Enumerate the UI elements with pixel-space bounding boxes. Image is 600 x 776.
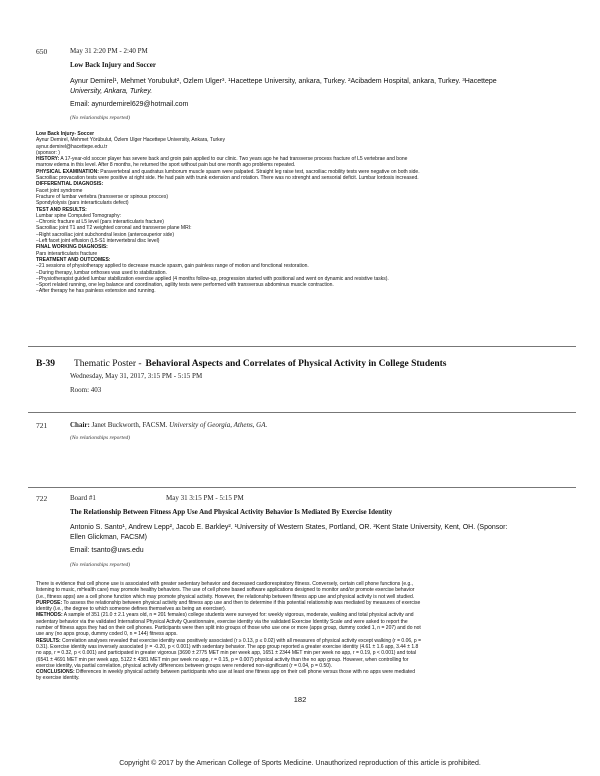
body-text: Sacroiliac joint T1 and T2 weighted coronal and transverse plane MRI: — [36, 225, 192, 232]
body-text: (i.e., fitness apps) are a cell phone function which may promote physical activity. However, the relationship between fitness app use and physical activity is not well studied. — [36, 593, 415, 600]
body-text: −During therapy, lumbar orthoses was used to stabilization. — [36, 269, 167, 276]
body-text: Facet joint syndrome — [36, 187, 83, 194]
body-text: To assess the relationship between physical activity and fitness app use and then to determine if this potential relationship was mediated by measures of exercise — [62, 599, 421, 606]
body-text: Sacroiliac provacation tests were positive at right side. He had pain with trunk extension and rotation. There was no strenght and sensorial deficit. Lumbar lordosis increased. — [36, 175, 419, 182]
disclosure-note: (No relationships reported) — [70, 435, 131, 441]
body-text: −After therapy he has painless extension and running. — [36, 288, 156, 295]
body-text: listening to music, mHealth care) may promote healthy behaviors. The use of cell phone based software applications designed to monitor and/or promote exercise behavior — [36, 587, 415, 594]
body-text: use any (no apps group, dummy coded 0, n = 144) fitness apps. — [36, 631, 178, 638]
abstract-number: 721 — [36, 421, 48, 430]
body-text: 0.31). Exercise identity was inversely associated (r = -0.20, p < 0.001) with sedentary behavior. The app group reported a greater exercise identity (4.61 ± 1.6 app, 3.44 ± 1.8 — [36, 643, 419, 650]
copyright-footer: Copyright © 2017 by the American College of Sports Medicine. Unauthorized reproduction of this article is prohibited. — [119, 760, 481, 767]
section-divider — [28, 487, 576, 488]
chair-line — [70, 421, 267, 429]
page-number: 182 — [293, 695, 307, 704]
author-email: Email: aynurdemirel629@hotmail.com — [70, 101, 189, 108]
author-email: Email: tsanto@uws.edu — [70, 547, 144, 554]
session-code: B-39 — [36, 359, 55, 369]
chair-label: Chair: — [70, 421, 90, 429]
body-text: number of fitness apps they had on their cell phones. Participants were then split into groups of those who use one or more (apps group, dummy coded 1, n = 207) and do not — [36, 625, 421, 632]
section-divider — [28, 346, 576, 347]
abstract-body — [36, 131, 576, 295]
body-text: (6541 ± 4691 MET min per week app, 5122 ± 4381 MET min per week no app, r = 0.15, p = 0.007) physical activity than the no app group. However, when controlling for — [36, 656, 409, 663]
body-text: A sample of 351 (21.0 ± 2.1 years old, n = 201 females) college students were surveyed for: weekly vigorous, moderate, walking and total physical activity and — [62, 612, 414, 619]
body-text: Correlation analyses revealed that exercise identity was positively associated (r ≥ 0.13, p ≤ 0.02) with all measures of physical activity except walking (r = 0.06, p = — [60, 637, 422, 644]
body-heading: TEST AND RESULTS: — [36, 206, 87, 213]
body-text: sedentary behavior via the validated International Physical Activity Questionnaire, exercise identity via the validated Exercise Identity Scale and were asked to report the — [36, 618, 408, 625]
body-heading: Low Back Injury- Soccer — [36, 131, 95, 137]
session-time: May 31 2:20 PM - 2:40 PM — [70, 47, 148, 55]
body-text: −Sport related running, one leg balance and coordination, agility tests were performed with transversus abdominus muscle contraction. — [36, 282, 334, 289]
body-text: There is evidence that cell phone use is associated with greater sedentary behavior and decreased cardiorespiratory fitness. Conversely, certain cell phone functions (e.g., — [36, 581, 414, 587]
body-text: identity (i.e., the degree to which someone defines themselves as being an exerciser). — [36, 606, 227, 613]
body-text: Lumbar spine Computed Tomography: — [36, 212, 121, 219]
body-text: no app, r = 0.32, p < 0.001) and participated in greater vigorous (3690 ± 2775 MET min per week app, 1651 ± 2344 MET min per week no app, r = 0.19, p < 0.001) and total — [36, 650, 416, 657]
author-line: University, Ankara, Turkey. — [70, 87, 153, 95]
body-text: Pars interarticularis fracture — [36, 250, 98, 257]
session-header — [36, 353, 446, 371]
author-line: Antonio S. Santo¹, Andrew Lepp², Jacob E. Barkley². ¹University of Western States, Portland, OR. ²Kent State University, Kent, OH. (Sponsor: — [70, 524, 508, 531]
body-text: by exercise identity. — [36, 675, 80, 682]
body-text: Fracture of lumbar vertebra (transverse or spinous procces) — [36, 193, 168, 200]
body-heading: CONCLUSIONS: — [36, 669, 75, 676]
body-line — [36, 288, 576, 294]
chair-affiliation: University of Georgia, Athens, GA. — [169, 421, 268, 429]
author-line: Aynur Demirel¹, Mehmet Yorubulut², Ozlem Ulger³. ¹Hacettepe University, ankara, Turkey. ²Acibadem Hospital, ankara, Turkey. ³Hacettepe — [70, 78, 497, 85]
body-heading: TREATMENT AND OUTCOMES: — [36, 256, 111, 263]
session-time: May 31 3:15 PM - 5:15 PM — [166, 494, 244, 502]
disclosure-note: (No relationships reported) — [70, 562, 131, 568]
body-heading: RESULTS: — [36, 637, 61, 644]
body-text: −Chronic fracture at L5 level (pars interarticularis fracture) — [36, 219, 164, 226]
body-heading: DIFFERENTIAL DIAGNOSIS: — [36, 181, 104, 188]
session-date: Wednesday, May 31, 2017, 3:15 PM - 5:15 PM — [70, 372, 203, 380]
session-room: Room: 403 — [70, 386, 102, 394]
session-kind: Thematic Poster - — [74, 359, 142, 369]
body-text: −21 sessions of physiotherapy applied to decrease muscle spasm, gain painless range of motion and fonctional restoration. — [36, 263, 309, 270]
body-text: aynur.demirel@hacettepe.edu.tr — [36, 143, 108, 150]
body-text: −Right sacroiliac joint subchondral lesion (anterosuperior side) — [36, 231, 174, 238]
body-heading: HISTORY: — [36, 156, 60, 163]
body-heading: METHODS: — [36, 612, 63, 619]
abstract-number: 650 — [36, 47, 48, 56]
body-text: Aynur Demirel, Mehmet Yörübulut, Özlem Ulger Hacettepe University, Ankara, Turkey — [36, 137, 225, 144]
body-text: (sponsor: ) — [36, 149, 60, 156]
body-text: exercise identity, via partial correlation, physical activity differences between groups were rendered non-significant (r = 0.04, p = 0.50). — [36, 662, 333, 669]
body-text: −Left facet joint effusion (L5-S1 intervertebral disc level) — [36, 238, 160, 245]
abstract-number: 722 — [36, 494, 48, 503]
chair-name: Janet Buckworth, FACSM. — [91, 421, 168, 429]
author-list — [70, 77, 575, 96]
author-line: Ellen Glickman, FACSM) — [70, 533, 148, 541]
body-text: A 17-year-old soccer player has severe back and groin pain applied to our clinic. Two years ago he had transverse process fracture of L5 vertebrae and bone — [59, 156, 408, 163]
body-heading: PHYSICAL EXAMINATION: — [36, 168, 99, 175]
body-text: Spondylolysis (pars interarticularis defect) — [36, 200, 129, 207]
body-text: marrow edema in this level. After 8 months, he returned the sport without pain but one month ago problems repeated. — [36, 162, 296, 169]
board-number: Board #1 — [70, 494, 96, 502]
disclosure-note: (No relationships reported) — [70, 115, 131, 121]
body-heading: FINAL WORKING DIAGNOSIS: — [36, 244, 108, 251]
abstract-body — [36, 581, 576, 682]
section-divider — [28, 412, 576, 413]
abstract-title: The Relationship Between Fitness App Use And Physical Activity Behavior Is Mediated By Exercise Identity — [70, 508, 393, 516]
body-line — [36, 675, 576, 681]
session-title: Behavioral Aspects and Correlates of Physical Activity in College Students — [145, 359, 447, 369]
body-heading: PURPOSE: — [36, 599, 63, 606]
abstract-title: Low Back Injury and Soccer — [70, 61, 156, 69]
body-text: Differences in weekly physical activity between participants who use at least one fitness app on their cell phone versus those with no apps were mediated — [74, 669, 415, 676]
body-text: Paravertebral and quadratus lumborum muscle spasm were palpated. Straight leg raise test, sacroiliac mobility tests were negative on both side. — [98, 168, 420, 175]
body-text: −Physiotherapist guided lumbar stabilization exercise applied (4 months follow-up, progression started with positional and went on dynamic and resistive tasks). — [36, 275, 389, 282]
author-list — [70, 523, 575, 542]
